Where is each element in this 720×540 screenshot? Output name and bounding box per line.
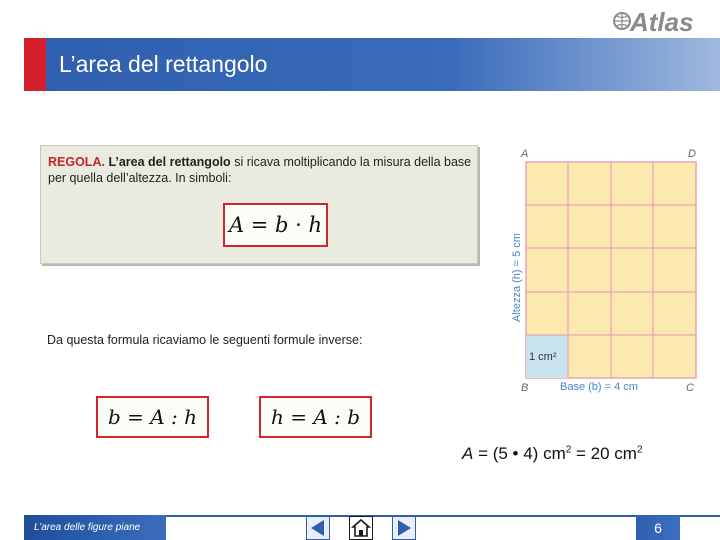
- triangle-right-icon[interactable]: [392, 516, 416, 540]
- calc-exp2: 2: [636, 444, 643, 456]
- area-calculation: [462, 444, 643, 464]
- rule-box: [40, 145, 478, 264]
- atlas-logo: [610, 4, 702, 38]
- unit-label: 1 cm²: [529, 351, 557, 363]
- rule-label: REGOLA.: [48, 155, 105, 169]
- corner-b: B: [521, 382, 529, 394]
- height-formula: h = A : b: [259, 396, 372, 438]
- corner-a: A: [521, 148, 529, 160]
- section-label: L’area delle figure piane: [24, 515, 166, 540]
- rule-text: [48, 154, 472, 186]
- height-label: Altezza (h) = 5 cm: [511, 233, 523, 322]
- logo-text: Atlas: [630, 7, 694, 37]
- triangle-left-icon[interactable]: [306, 516, 330, 540]
- home-icon[interactable]: [349, 516, 373, 540]
- rule-body: si ricava moltiplicando la misura della base per quella dell’altezza. In simboli:: [48, 155, 472, 185]
- rectangle-diagram: [496, 140, 712, 402]
- page-number: 6: [636, 516, 680, 540]
- slide-title: L’area del rettangolo: [59, 51, 268, 77]
- title-bar: [24, 38, 720, 91]
- rule-subject: L’area del rettangolo: [108, 155, 231, 169]
- inverse-intro: Da questa formula ricaviamo le seguenti formule inverse:: [47, 333, 363, 347]
- area-formula: A = b · h: [223, 203, 328, 247]
- calc-exp1: 2: [565, 444, 572, 456]
- calc-expr: = (5 • 4) cm: [473, 444, 566, 463]
- calc-a: A: [462, 444, 474, 463]
- base-label: Base (b) = 4 cm: [560, 381, 638, 393]
- corner-c: C: [686, 382, 694, 394]
- calc-mid: = 20 cm: [571, 444, 637, 463]
- base-formula: b = A : h: [96, 396, 209, 438]
- title-accent: [24, 38, 46, 91]
- corner-d: D: [688, 148, 696, 160]
- title-band: [46, 38, 720, 91]
